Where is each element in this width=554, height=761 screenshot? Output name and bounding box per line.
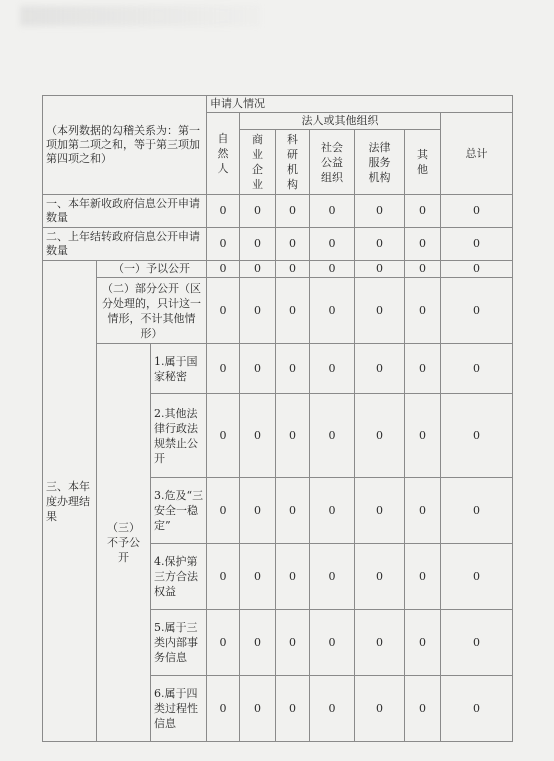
col-commercial: 商业企业 bbox=[240, 130, 276, 195]
value-cell: 0 bbox=[355, 344, 405, 394]
value-cell: 0 bbox=[240, 478, 276, 544]
info-disclosure-table bbox=[42, 95, 513, 742]
value-cell: 0 bbox=[240, 344, 276, 394]
value-cell: 0 bbox=[405, 261, 441, 278]
value-cell: 0 bbox=[441, 676, 513, 742]
scan-smudge bbox=[20, 6, 260, 26]
table-row bbox=[43, 228, 513, 261]
value-cell: 0 bbox=[276, 394, 310, 478]
value-cell: 0 bbox=[355, 278, 405, 344]
value-cell: 0 bbox=[310, 195, 355, 228]
value-cell: 0 bbox=[207, 228, 240, 261]
value-cell: 0 bbox=[240, 610, 276, 676]
value-cell: 0 bbox=[355, 261, 405, 278]
value-cell: 0 bbox=[207, 394, 240, 478]
value-cell: 0 bbox=[441, 195, 513, 228]
value-cell: 0 bbox=[405, 278, 441, 344]
value-cell: 0 bbox=[207, 676, 240, 742]
value-cell: 0 bbox=[310, 228, 355, 261]
col-legal: 法律服务机构 bbox=[355, 130, 405, 195]
value-cell: 0 bbox=[355, 394, 405, 478]
row-label: 5.属于三类内部事务信息 bbox=[151, 610, 207, 676]
value-cell: 0 bbox=[310, 261, 355, 278]
value-cell: 0 bbox=[310, 676, 355, 742]
value-cell: 0 bbox=[405, 344, 441, 394]
value-cell: 0 bbox=[276, 278, 310, 344]
value-cell: 0 bbox=[310, 544, 355, 610]
value-cell: 0 bbox=[441, 394, 513, 478]
row-label: 3.危及“三安全一稳定” bbox=[151, 478, 207, 544]
value-cell: 0 bbox=[405, 478, 441, 544]
value-cell: 0 bbox=[441, 278, 513, 344]
value-cell: 0 bbox=[207, 478, 240, 544]
value-cell: 0 bbox=[355, 478, 405, 544]
value-cell: 0 bbox=[310, 478, 355, 544]
value-cell: 0 bbox=[276, 610, 310, 676]
value-cell: 0 bbox=[276, 344, 310, 394]
value-cell: 0 bbox=[405, 544, 441, 610]
value-cell: 0 bbox=[405, 676, 441, 742]
value-cell: 0 bbox=[207, 195, 240, 228]
value-cell: 0 bbox=[441, 261, 513, 278]
value-cell: 0 bbox=[240, 676, 276, 742]
corner-note: （本列数据的勾稽关系为：第一项加第二项之和，等于第三项加第四项之和） bbox=[46, 124, 200, 165]
table-row bbox=[43, 278, 513, 344]
value-cell: 0 bbox=[310, 394, 355, 478]
value-cell: 0 bbox=[207, 278, 240, 344]
value-cell: 0 bbox=[405, 228, 441, 261]
value-cell: 0 bbox=[240, 261, 276, 278]
value-cell: 0 bbox=[276, 544, 310, 610]
applicant-status-header: 申请人情况 bbox=[207, 96, 513, 113]
corner-note-cell bbox=[43, 96, 207, 195]
value-cell: 0 bbox=[310, 278, 355, 344]
value-cell: 0 bbox=[240, 544, 276, 610]
value-cell: 0 bbox=[405, 195, 441, 228]
row-label: 一、本年新收政府信息公开申请数量 bbox=[43, 195, 207, 228]
row-label: 2.其他法律行政法规禁止公开 bbox=[151, 394, 207, 478]
value-cell: 0 bbox=[207, 610, 240, 676]
value-cell: 0 bbox=[355, 544, 405, 610]
value-cell: 0 bbox=[405, 394, 441, 478]
value-cell: 0 bbox=[276, 228, 310, 261]
section3-label-cell: 三、本年度办理结果 bbox=[43, 261, 97, 742]
value-cell: 0 bbox=[310, 610, 355, 676]
table-row bbox=[43, 344, 513, 394]
value-cell: 0 bbox=[441, 478, 513, 544]
value-cell: 0 bbox=[441, 544, 513, 610]
value-cell: 0 bbox=[240, 394, 276, 478]
value-cell: 0 bbox=[276, 676, 310, 742]
value-cell: 0 bbox=[355, 195, 405, 228]
value-cell: 0 bbox=[207, 344, 240, 394]
value-cell: 0 bbox=[240, 195, 276, 228]
col-social: 社会公益组织 bbox=[310, 130, 355, 195]
value-cell: 0 bbox=[207, 544, 240, 610]
value-cell: 0 bbox=[355, 610, 405, 676]
table-row bbox=[43, 261, 513, 278]
value-cell: 0 bbox=[276, 195, 310, 228]
value-cell: 0 bbox=[441, 344, 513, 394]
value-cell: 0 bbox=[276, 478, 310, 544]
value-cell: 0 bbox=[207, 261, 240, 278]
withheld-label-cell: （三）不予公开 bbox=[97, 344, 151, 742]
col-research: 科研机构 bbox=[276, 130, 310, 195]
value-cell: 0 bbox=[441, 610, 513, 676]
col-other: 其他 bbox=[405, 130, 441, 195]
row-label: 1.属于国家秘密 bbox=[151, 344, 207, 394]
legal-persons-group-header: 法人或其他组织 bbox=[240, 113, 441, 130]
value-cell: 0 bbox=[355, 228, 405, 261]
table-row bbox=[43, 195, 513, 228]
row-label: 二、上年结转政府信息公开申请数量 bbox=[43, 228, 207, 261]
col-natural-person: 自然人 bbox=[207, 113, 240, 195]
row-label: 6.属于四类过程性信息 bbox=[151, 676, 207, 742]
value-cell: 0 bbox=[240, 228, 276, 261]
row-label: （一）予以公开 bbox=[97, 261, 207, 278]
value-cell: 0 bbox=[441, 228, 513, 261]
row-label: 4.保护第三方合法权益 bbox=[151, 544, 207, 610]
value-cell: 0 bbox=[240, 278, 276, 344]
value-cell: 0 bbox=[276, 261, 310, 278]
row-label: （二）部分公开（区分处理的，只计这一情形，不计其他情形） bbox=[97, 278, 207, 344]
col-total: 总计 bbox=[441, 113, 513, 195]
value-cell: 0 bbox=[405, 610, 441, 676]
value-cell: 0 bbox=[355, 676, 405, 742]
value-cell: 0 bbox=[310, 344, 355, 394]
